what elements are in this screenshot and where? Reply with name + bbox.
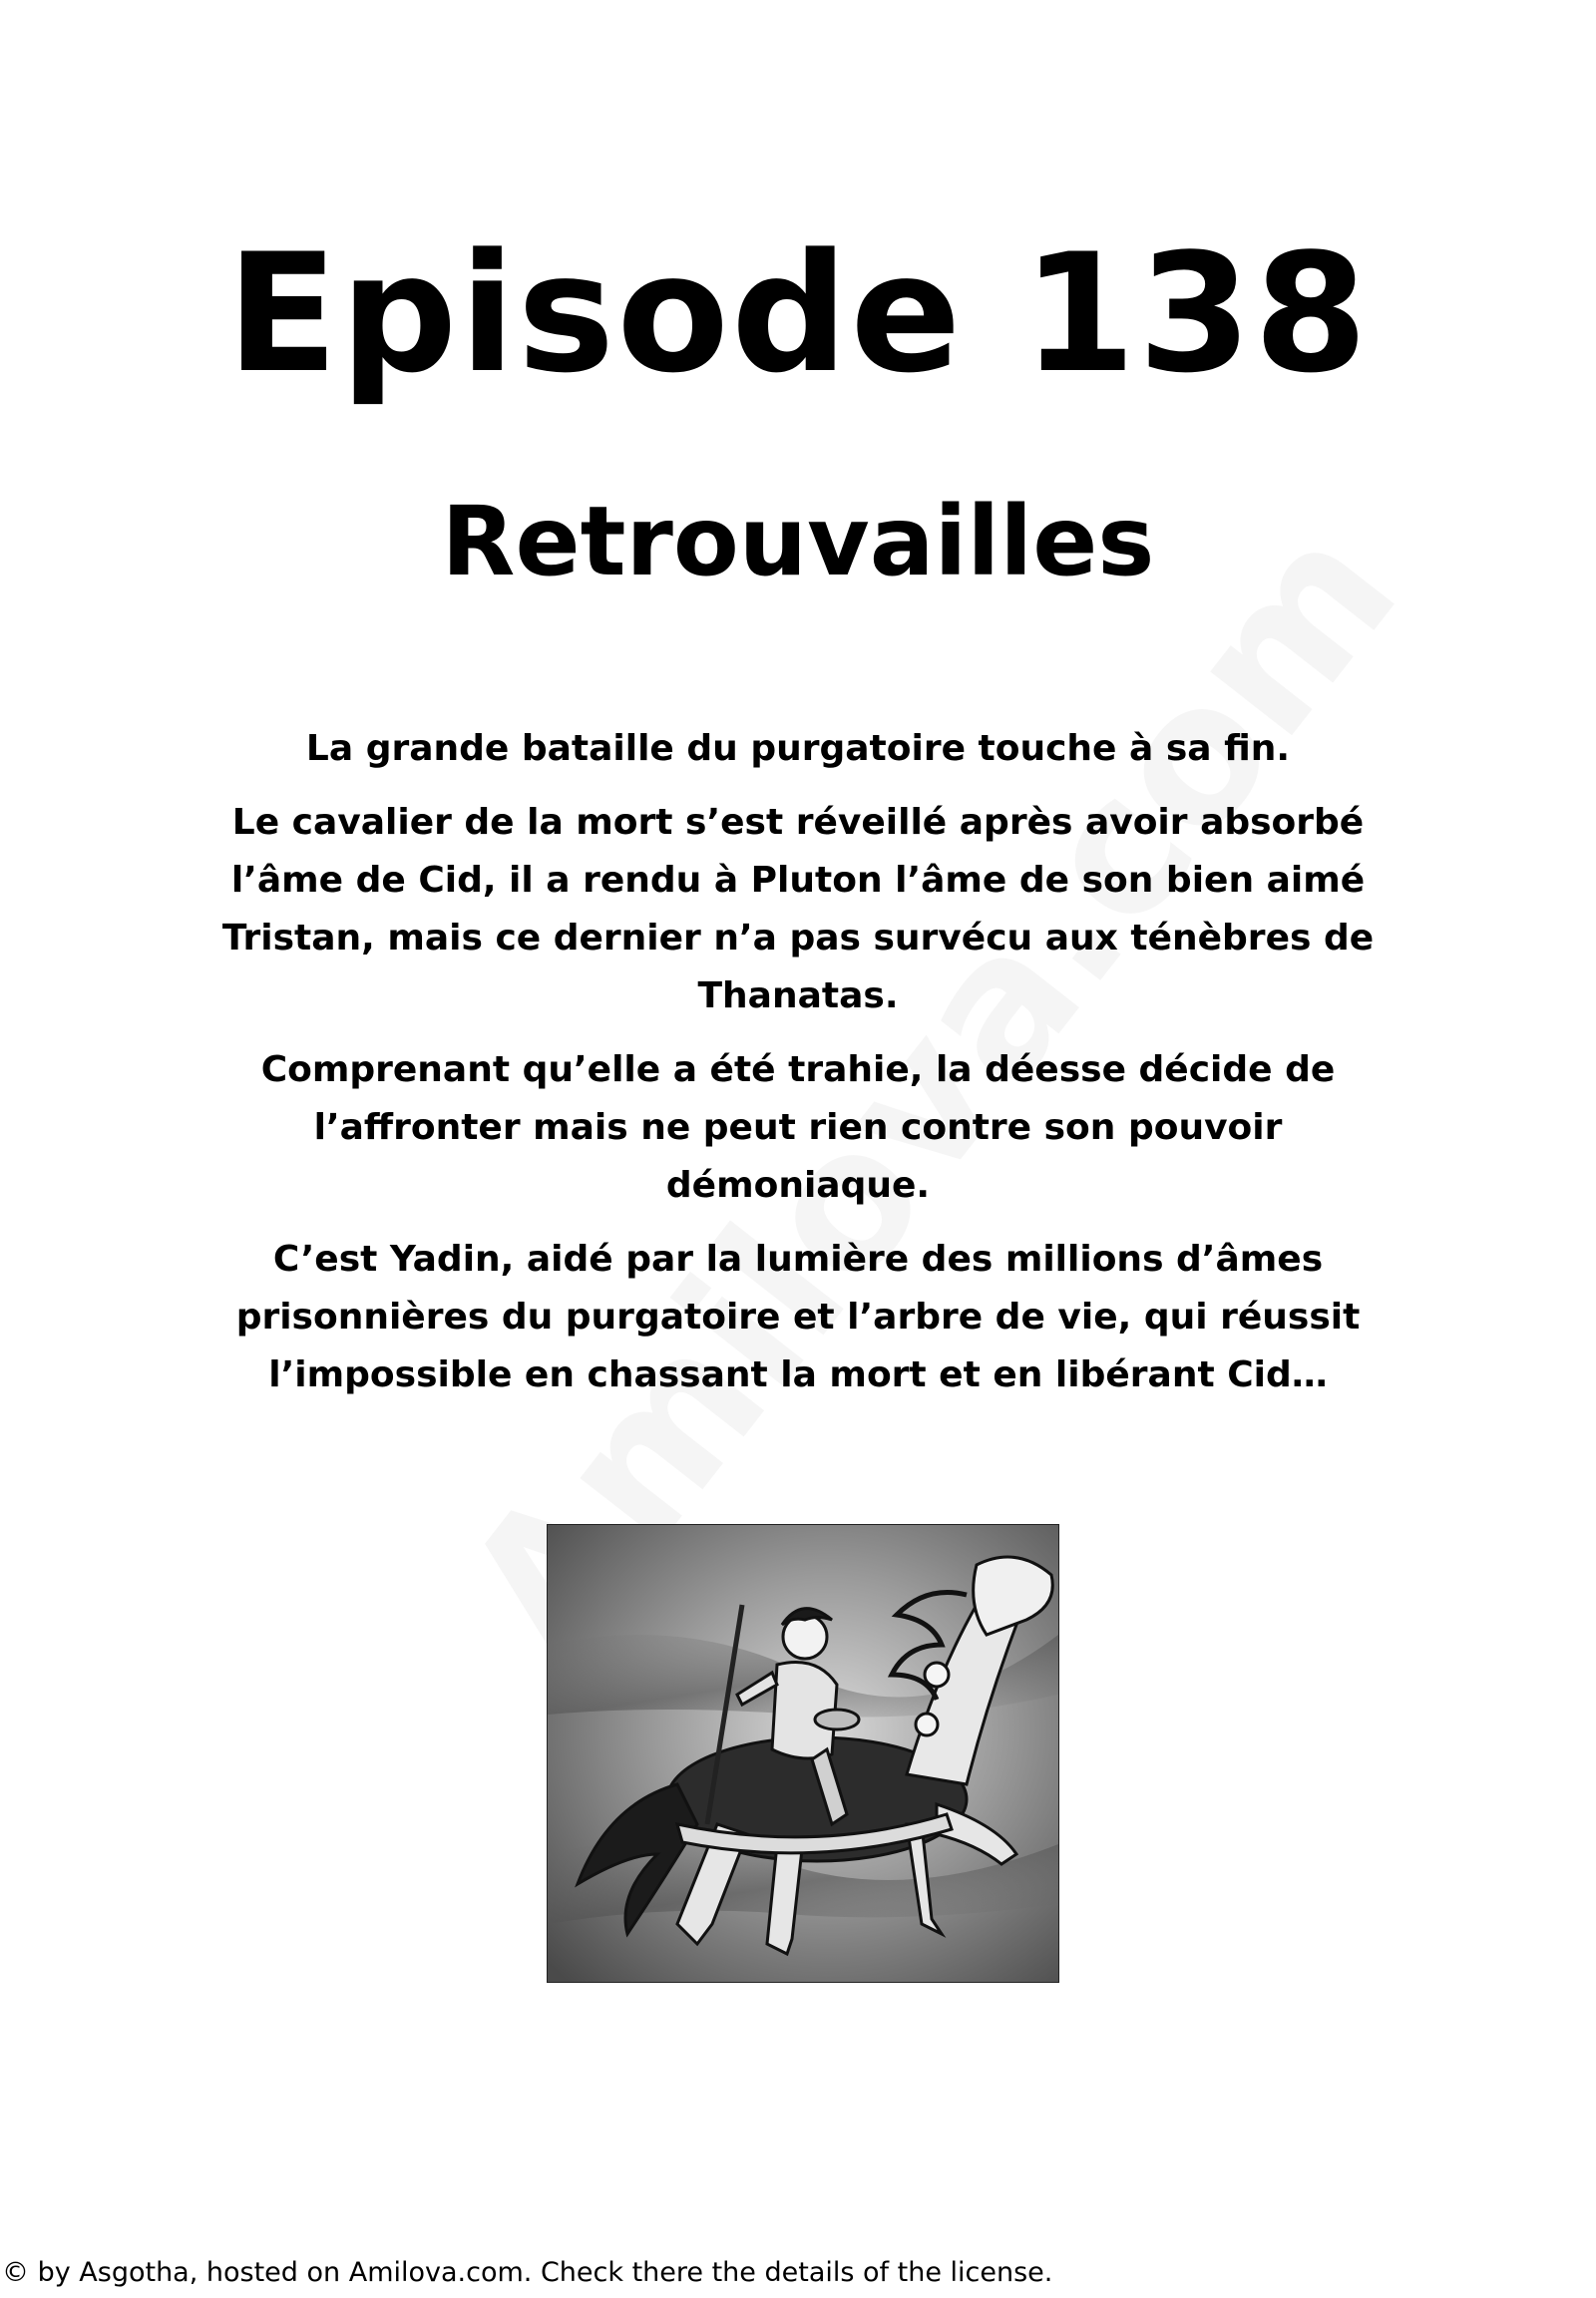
- rider-on-horse-illustration: [547, 1524, 1059, 1983]
- episode-summary: [180, 720, 1416, 1420]
- summary-paragraph: Le cavalier de la mort s’est réveillé après avoir absorbé l’âme de Cid, il a rendu à Pluton l’âme de son bien aimé Tristan, mais ce dernier n’a pas survécu aux ténèbres de Thanatas.: [221, 802, 1375, 1016]
- license-footer: © by Asgotha, hosted on Amilova.com. Check there the details of the license.: [2, 2257, 1053, 2288]
- summary-paragraph: Comprenant qu’elle a été trahie, la déesse décide de l’affronter mais ne peut rien contre son pouvoir démoniaque.: [260, 1049, 1336, 1206]
- episode-title: Episode 138: [226, 218, 1370, 409]
- summary-paragraph: La grande bataille du purgatoire touche à sa fin.: [305, 728, 1291, 769]
- summary-paragraph: C’est Yadin, aidé par la lumière des millions d’âmes prisonnières du purgatoire et l’arbre de vie, qui réussit l’impossible en chassant la mort et en libérant Cid…: [235, 1239, 1361, 1395]
- chapter-title: Retrouvailles: [441, 486, 1155, 597]
